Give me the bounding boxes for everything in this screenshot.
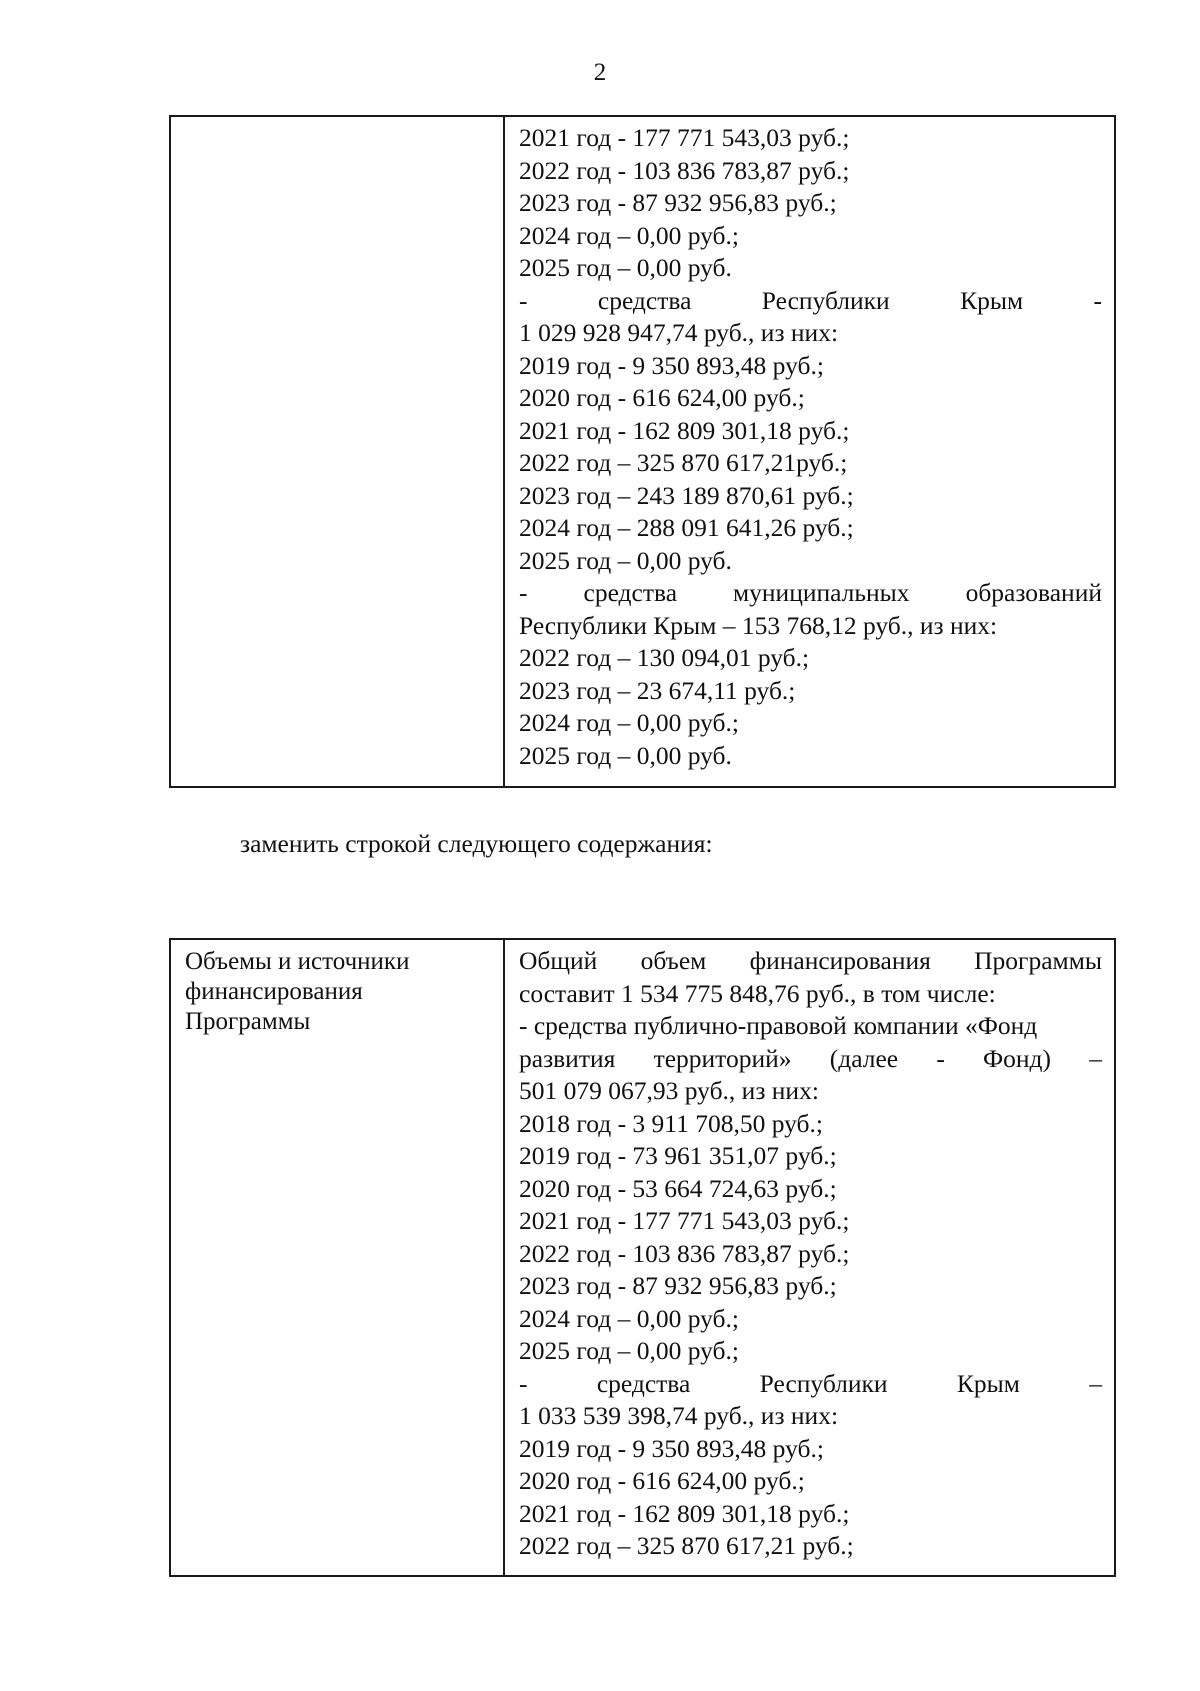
word: объем (640, 946, 707, 975)
fund-year-list (519, 122, 1102, 285)
list-item: 2022 год – 325 870 617,21руб.; (519, 448, 848, 477)
section-label: финансирования (185, 978, 363, 1005)
list-item: 2025 год – 0,00 руб. (519, 740, 732, 770)
total-amount: составит 1 534 775 848,76 руб., в том числе: (519, 978, 996, 1008)
list-item: 2023 год – 23 674,11 руб.; (519, 675, 796, 705)
section-label: Программы (185, 1008, 311, 1035)
word: Крым (960, 285, 1024, 315)
list-item: 2021 год - 162 809 301,18 руб.; (519, 1498, 850, 1528)
word: – (1089, 1043, 1102, 1073)
table-row (170, 939, 1115, 1576)
list-item: 2024 год – 288 091 641,26 руб.; (519, 513, 854, 542)
fund-heading-line: - средства публично-правовой компании «Фонд (519, 1011, 1038, 1040)
page-number: 2 (593, 59, 607, 86)
rk-year-list (519, 317, 1102, 577)
word: Фонд) (983, 1043, 1052, 1073)
table-cell-left (170, 116, 504, 787)
section-label: Объемы и источники (185, 948, 410, 975)
financing-table-old (169, 115, 1116, 788)
word: Программы (974, 946, 1102, 975)
table-cell-right (504, 939, 1115, 1576)
word: - (519, 1368, 528, 1398)
word: территорий» (653, 1043, 792, 1073)
list-item: 2022 год - 103 836 783,87 руб.; (519, 1238, 850, 1268)
list-item: 2019 год - 9 350 893,48 руб.; (519, 1433, 824, 1463)
list-item: 2020 год - 616 624,00 руб.; (519, 1466, 805, 1495)
table-cell-left (170, 939, 504, 1576)
word: финансирования (749, 946, 931, 975)
word: Республики (759, 1368, 888, 1398)
list-item: 2020 год - 53 664 724,63 руб.; (519, 1173, 837, 1203)
list-item: 1 029 928 947,74 руб., из них: (519, 318, 839, 347)
list-item: 2023 год - 87 932 956,83 руб.; (519, 188, 837, 217)
word: Республики (761, 285, 890, 315)
word: муниципальных (733, 578, 910, 607)
word: средства (583, 578, 678, 607)
list-item: 2024 год – 0,00 руб.; (519, 1303, 739, 1333)
word: Общий (519, 946, 598, 975)
word: - (936, 1043, 945, 1073)
list-item: 2025 год – 0,00 руб.; (519, 1336, 739, 1365)
list-item: 2022 год – 130 094,01 руб.; (519, 643, 810, 672)
list-item: 2020 год - 616 624,00 руб.; (519, 383, 805, 412)
rk-heading (519, 285, 1102, 318)
intro-heading (519, 945, 1102, 978)
fund-heading (519, 1043, 1102, 1076)
list-item: 2022 год - 103 836 783,87 руб.; (519, 155, 850, 185)
mun-heading (519, 577, 1102, 610)
word: - (1093, 285, 1102, 315)
list-item: 2021 год - 177 771 543,03 руб.; (519, 123, 850, 152)
word: Крым (956, 1368, 1020, 1398)
word: - (519, 578, 528, 607)
list-item: 2021 год - 177 771 543,03 руб.; (519, 1206, 850, 1235)
list-item: Республики Крым – 153 768,12 руб., из них: (519, 610, 998, 640)
list-item: 2024 год – 0,00 руб.; (519, 220, 739, 250)
list-item: 2024 год – 0,00 руб.; (519, 708, 739, 737)
word: образований (965, 578, 1102, 607)
word: (далее (829, 1043, 899, 1073)
word: развития (519, 1043, 616, 1073)
word: средства (596, 1368, 691, 1398)
list-item: 2019 год - 9 350 893,48 руб.; (519, 350, 824, 380)
rk-year-list (519, 1400, 1102, 1563)
list-item: 2025 год – 0,00 руб. (519, 253, 732, 282)
word: средства (597, 285, 692, 315)
list-item: 2019 год - 73 961 351,07 руб.; (519, 1141, 837, 1170)
list-item: 2025 год – 0,00 руб. (519, 545, 732, 575)
list-item: 2023 год - 87 932 956,83 руб.; (519, 1271, 837, 1300)
table-cell-right (504, 116, 1115, 787)
list-item: 501 079 067,93 руб., из них: (519, 1076, 819, 1105)
rk-heading (519, 1368, 1102, 1401)
list-item: 2023 год – 243 189 870,61 руб.; (519, 480, 854, 510)
word: – (1089, 1368, 1102, 1398)
financing-table-new (169, 938, 1116, 1577)
table-row (170, 116, 1115, 787)
fund-year-list (519, 1075, 1102, 1368)
mun-year-list (519, 610, 1102, 773)
list-item: 2018 год - 3 911 708,50 руб.; (519, 1108, 823, 1138)
list-item: 2022 год – 325 870 617,21 руб.; (519, 1531, 854, 1560)
list-item: 1 033 539 398,74 руб., из них: (519, 1401, 839, 1430)
word: - (519, 285, 528, 315)
list-item: 2021 год - 162 809 301,18 руб.; (519, 415, 850, 445)
replace-instruction: заменить строкой следующего содержания: (240, 829, 713, 858)
